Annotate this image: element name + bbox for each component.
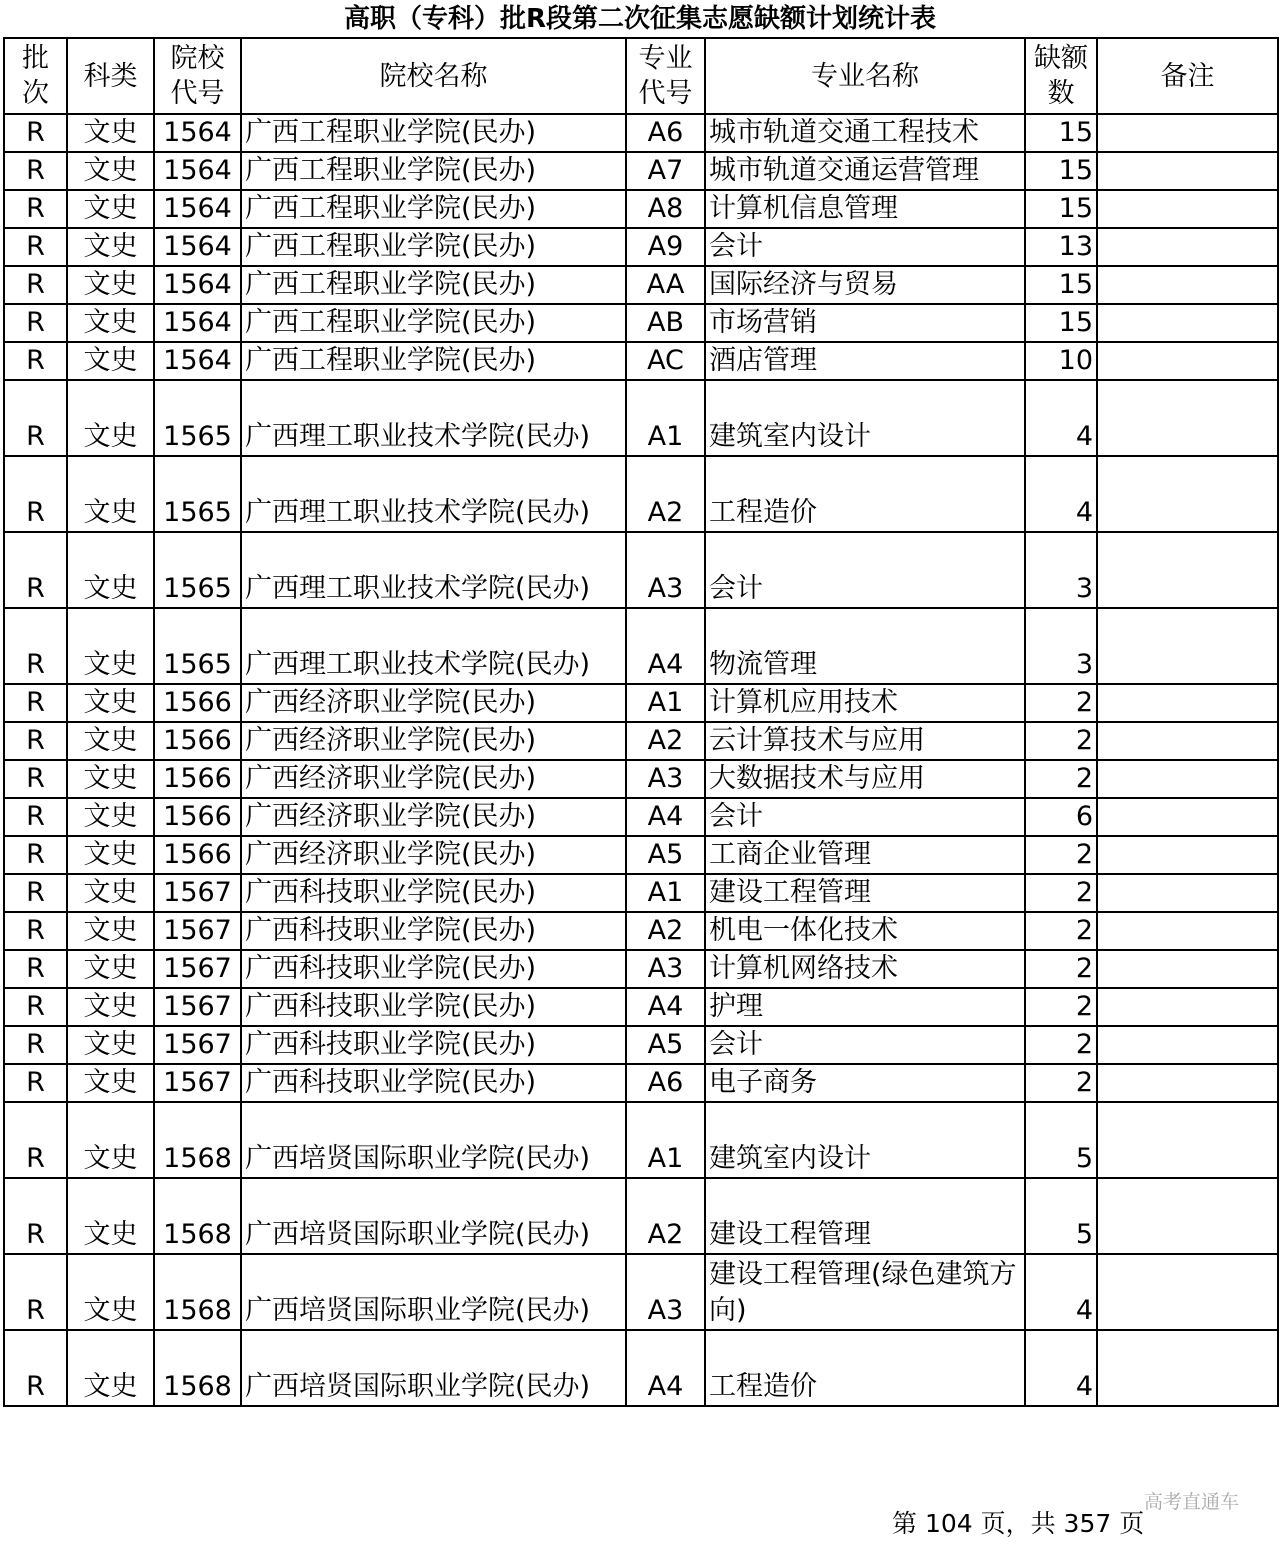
cell-vacancies: 2	[1025, 988, 1097, 1026]
cell-school-code: 1567	[154, 988, 241, 1026]
cell-batch: R	[4, 760, 67, 798]
cell-remark	[1097, 228, 1278, 266]
cell-school-name: 广西工程职业学院(民办)	[241, 266, 626, 304]
table-row	[4, 1178, 1278, 1254]
cell-school-code: 1568	[154, 1178, 241, 1254]
cell-category: 文史	[67, 798, 154, 836]
cell-major-code: AA	[626, 266, 705, 304]
col-header-vacancies: 缺额数	[1025, 38, 1097, 114]
cell-school-name: 广西经济职业学院(民办)	[241, 684, 626, 722]
cell-vacancies: 4	[1025, 456, 1097, 532]
cell-remark	[1097, 456, 1278, 532]
cell-category: 文史	[67, 456, 154, 532]
cell-school-name: 广西经济职业学院(民办)	[241, 760, 626, 798]
table-row	[4, 684, 1278, 722]
cell-remark	[1097, 950, 1278, 988]
cell-batch: R	[4, 456, 67, 532]
cell-vacancies: 3	[1025, 608, 1097, 684]
cell-remark	[1097, 1064, 1278, 1102]
table-row	[4, 342, 1278, 380]
cell-vacancies: 13	[1025, 228, 1097, 266]
cell-category: 文史	[67, 950, 154, 988]
cell-school-code: 1568	[154, 1254, 241, 1330]
cell-major-name: 城市轨道交通工程技术	[705, 114, 1025, 152]
table-row	[4, 1254, 1278, 1330]
cell-vacancies: 2	[1025, 912, 1097, 950]
cell-vacancies: 2	[1025, 684, 1097, 722]
cell-batch: R	[4, 836, 67, 874]
cell-major-code: A6	[626, 1064, 705, 1102]
cell-major-name: 工程造价	[705, 1330, 1025, 1406]
cell-school-code: 1567	[154, 912, 241, 950]
cell-school-name: 广西理工职业技术学院(民办)	[241, 532, 626, 608]
cell-major-name: 建设工程管理	[705, 1178, 1025, 1254]
cell-major-code: A2	[626, 722, 705, 760]
cell-category: 文史	[67, 988, 154, 1026]
cell-batch: R	[4, 874, 67, 912]
cell-remark	[1097, 342, 1278, 380]
cell-school-name: 广西理工职业技术学院(民办)	[241, 456, 626, 532]
cell-school-name: 广西培贤国际职业学院(民办)	[241, 1254, 626, 1330]
cell-batch: R	[4, 1330, 67, 1406]
table-row	[4, 228, 1278, 266]
cell-remark	[1097, 912, 1278, 950]
cell-category: 文史	[67, 912, 154, 950]
table-row	[4, 722, 1278, 760]
page-number: 第 104 页，共 357 页	[892, 1509, 1145, 1538]
table-row	[4, 1330, 1278, 1406]
cell-batch: R	[4, 988, 67, 1026]
col-header-major-name: 专业名称	[705, 38, 1025, 114]
cell-school-name: 广西工程职业学院(民办)	[241, 114, 626, 152]
table-row	[4, 380, 1278, 456]
cell-major-code: A1	[626, 1102, 705, 1178]
cell-category: 文史	[67, 152, 154, 190]
cell-school-code: 1568	[154, 1330, 241, 1406]
cell-school-name: 广西培贤国际职业学院(民办)	[241, 1330, 626, 1406]
table-row	[4, 114, 1278, 152]
cell-school-code: 1564	[154, 304, 241, 342]
cell-remark	[1097, 760, 1278, 798]
cell-batch: R	[4, 304, 67, 342]
cell-remark	[1097, 608, 1278, 684]
cell-remark	[1097, 380, 1278, 456]
cell-remark	[1097, 1178, 1278, 1254]
cell-major-name: 计算机信息管理	[705, 190, 1025, 228]
cell-category: 文史	[67, 874, 154, 912]
table-row	[4, 1026, 1278, 1064]
table-title: 高职（专科）批R段第二次征集志愿缺额计划统计表	[343, 4, 937, 34]
cell-remark	[1097, 190, 1278, 228]
cell-remark	[1097, 988, 1278, 1026]
cell-category: 文史	[67, 342, 154, 380]
cell-vacancies: 2	[1025, 836, 1097, 874]
cell-vacancies: 2	[1025, 1064, 1097, 1102]
cell-school-code: 1568	[154, 1102, 241, 1178]
cell-vacancies: 15	[1025, 190, 1097, 228]
table-row	[4, 304, 1278, 342]
cell-category: 文史	[67, 114, 154, 152]
cell-batch: R	[4, 1026, 67, 1064]
cell-school-code: 1564	[154, 152, 241, 190]
cell-school-name: 广西科技职业学院(民办)	[241, 874, 626, 912]
cell-major-code: A9	[626, 228, 705, 266]
table-row	[4, 152, 1278, 190]
cell-major-code: A4	[626, 1330, 705, 1406]
cell-major-name: 云计算技术与应用	[705, 722, 1025, 760]
header-row	[4, 38, 1278, 114]
cell-batch: R	[4, 950, 67, 988]
cell-major-code: A5	[626, 1026, 705, 1064]
cell-category: 文史	[67, 1102, 154, 1178]
cell-major-code: A3	[626, 950, 705, 988]
cell-major-name: 护理	[705, 988, 1025, 1026]
cell-batch: R	[4, 722, 67, 760]
cell-major-name: 建筑室内设计	[705, 1102, 1025, 1178]
cell-school-code: 1565	[154, 380, 241, 456]
cell-major-name: 建筑室内设计	[705, 380, 1025, 456]
cell-category: 文史	[67, 1254, 154, 1330]
cell-category: 文史	[67, 304, 154, 342]
cell-batch: R	[4, 684, 67, 722]
cell-school-code: 1565	[154, 532, 241, 608]
cell-major-code: A2	[626, 912, 705, 950]
cell-major-name: 建设工程管理	[705, 874, 1025, 912]
cell-vacancies: 10	[1025, 342, 1097, 380]
cell-school-name: 广西理工职业技术学院(民办)	[241, 380, 626, 456]
cell-category: 文史	[67, 836, 154, 874]
cell-school-code: 1567	[154, 1026, 241, 1064]
cell-remark	[1097, 684, 1278, 722]
cell-remark	[1097, 1330, 1278, 1406]
cell-vacancies: 5	[1025, 1178, 1097, 1254]
cell-school-name: 广西科技职业学院(民办)	[241, 912, 626, 950]
table-row	[4, 190, 1278, 228]
cell-category: 文史	[67, 190, 154, 228]
cell-category: 文史	[67, 1064, 154, 1102]
cell-school-name: 广西工程职业学院(民办)	[241, 342, 626, 380]
cell-vacancies: 15	[1025, 152, 1097, 190]
cell-major-code: AC	[626, 342, 705, 380]
cell-major-code: A3	[626, 1254, 705, 1330]
cell-school-code: 1566	[154, 760, 241, 798]
vacancy-table	[3, 37, 1279, 1407]
cell-major-code: A8	[626, 190, 705, 228]
col-header-category: 科类	[67, 38, 154, 114]
cell-batch: R	[4, 1178, 67, 1254]
cell-vacancies: 6	[1025, 798, 1097, 836]
cell-major-code: A7	[626, 152, 705, 190]
cell-school-name: 广西培贤国际职业学院(民办)	[241, 1102, 626, 1178]
cell-major-name: 计算机网络技术	[705, 950, 1025, 988]
cell-remark	[1097, 114, 1278, 152]
cell-vacancies: 5	[1025, 1102, 1097, 1178]
table-row	[4, 1102, 1278, 1178]
cell-major-name: 电子商务	[705, 1064, 1025, 1102]
cell-major-name: 计算机应用技术	[705, 684, 1025, 722]
cell-major-code: A6	[626, 114, 705, 152]
cell-school-code: 1566	[154, 684, 241, 722]
cell-category: 文史	[67, 228, 154, 266]
cell-major-name: 会计	[705, 228, 1025, 266]
cell-major-code: A5	[626, 836, 705, 874]
cell-major-code: A2	[626, 1178, 705, 1254]
cell-category: 文史	[67, 760, 154, 798]
cell-remark	[1097, 798, 1278, 836]
cell-remark	[1097, 722, 1278, 760]
cell-category: 文史	[67, 608, 154, 684]
table-row	[4, 266, 1278, 304]
table-row	[4, 912, 1278, 950]
cell-remark	[1097, 304, 1278, 342]
col-header-remark: 备注	[1097, 38, 1278, 114]
cell-school-code: 1567	[154, 874, 241, 912]
cell-major-name: 会计	[705, 798, 1025, 836]
cell-remark	[1097, 532, 1278, 608]
cell-school-name: 广西理工职业技术学院(民办)	[241, 608, 626, 684]
cell-category: 文史	[67, 1178, 154, 1254]
table-row	[4, 836, 1278, 874]
cell-school-name: 广西经济职业学院(民办)	[241, 798, 626, 836]
cell-category: 文史	[67, 266, 154, 304]
cell-major-name: 酒店管理	[705, 342, 1025, 380]
table-row	[4, 798, 1278, 836]
cell-category: 文史	[67, 1330, 154, 1406]
cell-vacancies: 2	[1025, 874, 1097, 912]
col-header-school-name: 院校名称	[241, 38, 626, 114]
cell-remark	[1097, 266, 1278, 304]
cell-vacancies: 2	[1025, 1026, 1097, 1064]
col-header-batch: 批次	[4, 38, 67, 114]
cell-category: 文史	[67, 532, 154, 608]
cell-remark	[1097, 1026, 1278, 1064]
cell-remark	[1097, 1102, 1278, 1178]
cell-category: 文史	[67, 722, 154, 760]
cell-batch: R	[4, 152, 67, 190]
cell-school-name: 广西工程职业学院(民办)	[241, 190, 626, 228]
cell-major-code: A1	[626, 684, 705, 722]
cell-major-code: A1	[626, 874, 705, 912]
cell-major-code: A4	[626, 798, 705, 836]
cell-major-name: 物流管理	[705, 608, 1025, 684]
cell-batch: R	[4, 114, 67, 152]
cell-major-name: 国际经济与贸易	[705, 266, 1025, 304]
table-row	[4, 760, 1278, 798]
cell-category: 文史	[67, 684, 154, 722]
cell-major-code: A2	[626, 456, 705, 532]
cell-batch: R	[4, 190, 67, 228]
cell-batch: R	[4, 342, 67, 380]
cell-batch: R	[4, 228, 67, 266]
cell-school-code: 1566	[154, 798, 241, 836]
cell-batch: R	[4, 608, 67, 684]
cell-school-name: 广西工程职业学院(民办)	[241, 304, 626, 342]
cell-vacancies: 2	[1025, 760, 1097, 798]
cell-major-name: 工程造价	[705, 456, 1025, 532]
cell-vacancies: 2	[1025, 722, 1097, 760]
cell-school-code: 1564	[154, 266, 241, 304]
cell-school-code: 1564	[154, 114, 241, 152]
cell-batch: R	[4, 266, 67, 304]
cell-major-name: 城市轨道交通运营管理	[705, 152, 1025, 190]
cell-category: 文史	[67, 1026, 154, 1064]
cell-major-code: A4	[626, 608, 705, 684]
cell-school-code: 1566	[154, 722, 241, 760]
cell-major-name: 工商企业管理	[705, 836, 1025, 874]
table-row	[4, 1064, 1278, 1102]
cell-batch: R	[4, 798, 67, 836]
cell-vacancies: 15	[1025, 304, 1097, 342]
cell-batch: R	[4, 1254, 67, 1330]
cell-major-name: 大数据技术与应用	[705, 760, 1025, 798]
cell-major-name: 市场营销	[705, 304, 1025, 342]
cell-vacancies: 15	[1025, 266, 1097, 304]
cell-school-name: 广西经济职业学院(民办)	[241, 836, 626, 874]
cell-major-code: A1	[626, 380, 705, 456]
cell-remark	[1097, 152, 1278, 190]
cell-school-code: 1567	[154, 1064, 241, 1102]
table-row	[4, 988, 1278, 1026]
cell-major-name: 会计	[705, 1026, 1025, 1064]
cell-major-name: 建设工程管理(绿色建筑方向)	[705, 1254, 1025, 1330]
cell-school-name: 广西科技职业学院(民办)	[241, 1026, 626, 1064]
cell-major-code: A3	[626, 532, 705, 608]
cell-school-code: 1565	[154, 608, 241, 684]
cell-major-code: A3	[626, 760, 705, 798]
cell-major-code: AB	[626, 304, 705, 342]
cell-batch: R	[4, 532, 67, 608]
cell-school-code: 1564	[154, 190, 241, 228]
table-row	[4, 456, 1278, 532]
table-row	[4, 874, 1278, 912]
cell-vacancies: 2	[1025, 950, 1097, 988]
cell-vacancies: 3	[1025, 532, 1097, 608]
table-row	[4, 950, 1278, 988]
cell-school-code: 1564	[154, 342, 241, 380]
cell-major-name: 会计	[705, 532, 1025, 608]
cell-vacancies: 4	[1025, 1254, 1097, 1330]
col-header-school-code: 院校代号	[154, 38, 241, 114]
table-body	[4, 114, 1278, 1406]
cell-remark	[1097, 874, 1278, 912]
watermark: 高考直通车	[1144, 1491, 1240, 1513]
cell-remark	[1097, 1254, 1278, 1330]
cell-vacancies: 15	[1025, 114, 1097, 152]
cell-major-code: A4	[626, 988, 705, 1026]
cell-school-code: 1567	[154, 950, 241, 988]
cell-school-name: 广西科技职业学院(民办)	[241, 950, 626, 988]
col-header-major-code: 专业代号	[626, 38, 705, 114]
cell-vacancies: 4	[1025, 380, 1097, 456]
cell-school-name: 广西工程职业学院(民办)	[241, 228, 626, 266]
cell-school-name: 广西工程职业学院(民办)	[241, 152, 626, 190]
cell-school-name: 广西培贤国际职业学院(民办)	[241, 1178, 626, 1254]
table-row	[4, 532, 1278, 608]
cell-remark	[1097, 836, 1278, 874]
cell-school-code: 1565	[154, 456, 241, 532]
cell-school-code: 1564	[154, 228, 241, 266]
cell-batch: R	[4, 1064, 67, 1102]
cell-vacancies: 4	[1025, 1330, 1097, 1406]
cell-major-name: 机电一体化技术	[705, 912, 1025, 950]
cell-category: 文史	[67, 380, 154, 456]
table-row	[4, 608, 1278, 684]
cell-school-code: 1566	[154, 836, 241, 874]
cell-school-name: 广西科技职业学院(民办)	[241, 1064, 626, 1102]
cell-school-name: 广西科技职业学院(民办)	[241, 988, 626, 1026]
cell-batch: R	[4, 1102, 67, 1178]
cell-batch: R	[4, 380, 67, 456]
cell-batch: R	[4, 912, 67, 950]
cell-school-name: 广西经济职业学院(民办)	[241, 722, 626, 760]
